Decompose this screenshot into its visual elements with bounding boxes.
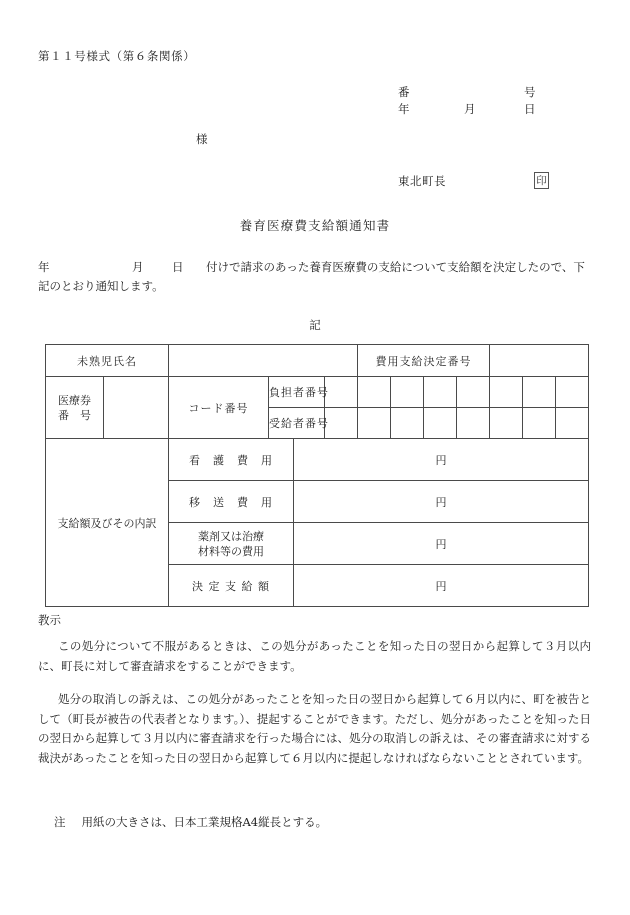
label-payment-decision-number: 費用支給決定番号 — [358, 345, 490, 377]
field-medical-ticket-number[interactable] — [104, 377, 169, 439]
month-label: 月 — [464, 102, 476, 116]
field-premature-infant-name[interactable] — [169, 345, 358, 377]
issuer-name: 東北町長 — [398, 173, 446, 188]
document-number-row — [398, 84, 598, 101]
field-medicine-materials-cost[interactable] — [294, 523, 589, 565]
document-meta-block — [398, 84, 598, 118]
label-medical-ticket-number: 医療券 番 号 — [46, 377, 104, 439]
number-label: 番 — [398, 85, 410, 99]
label-recipient-number: 受給者番号 — [269, 408, 325, 439]
day-label: 日 — [524, 102, 536, 116]
intro-body-text: 付けで請求のあった養育医療費の支給について支給額を決定したので、下記のとおり通知します。 — [38, 260, 585, 293]
seal-stamp-icon: 印 — [534, 172, 549, 189]
field-payer-digit-7[interactable] — [523, 377, 556, 408]
field-recipient-digit-4[interactable] — [424, 408, 457, 439]
intro-month-label: 月 — [132, 260, 144, 274]
field-payer-digit-2[interactable] — [358, 377, 391, 408]
yen-unit-medicine: 円 — [435, 537, 447, 551]
addressee-honorific: 様 — [196, 132, 208, 146]
document-date-row — [398, 101, 598, 118]
yen-unit-decided: 円 — [435, 579, 447, 593]
field-recipient-digit-7[interactable] — [523, 408, 556, 439]
ki-marker: 記 — [309, 318, 321, 332]
field-recipient-digit-8[interactable] — [556, 408, 589, 439]
label-code-number: コード番号 — [169, 377, 269, 439]
field-payment-decision-number[interactable] — [490, 345, 589, 377]
note-text: 用紙の大きさは、日本工業規格A4縦長とする。 — [81, 815, 328, 829]
field-recipient-digit-2[interactable] — [358, 408, 391, 439]
intro-day-label: 日 — [172, 260, 184, 274]
intro-year-label: 年 — [38, 260, 50, 274]
table-row-payer-number — [46, 377, 589, 408]
field-recipient-digit-5[interactable] — [457, 408, 490, 439]
field-decided-amount[interactable] — [294, 565, 589, 607]
instructions-paragraph-2: 処分の取消しの訴えは、この処分があったことを知った日の翌日から起算して６月以内に、町を被告として（町長が被告の代表者となります。）、提起することができます。ただし、処分があったことを知った日の翌日から起算して３月以内に審査請求を行った場合には、処分の取消しの訴えは、その審査請求に対する裁決があったことを知った日の翌日から起算して６月以内に提起しなければならないこととされています。 — [38, 692, 591, 765]
label-premature-infant-name: 未熟児氏名 — [46, 345, 169, 377]
number-suffix-label: 号 — [524, 85, 536, 99]
note-marker: 注 — [54, 815, 66, 829]
field-nursing-cost[interactable] — [294, 439, 589, 481]
instructions-heading: 教示 — [38, 613, 61, 627]
intro-paragraph — [38, 258, 594, 296]
field-payer-digit-6[interactable] — [490, 377, 523, 408]
issuer-line — [398, 172, 549, 189]
instructions-paragraph-1: この処分について不服があるときは、この処分があったことを知った日の翌日から起算して３月以内に、町長に対して審査請求をすることができます。 — [38, 639, 591, 673]
field-payer-digit-4[interactable] — [424, 377, 457, 408]
yen-unit-nursing: 円 — [435, 453, 447, 467]
form-code-label: 第１１号様式（第６条関係） — [38, 49, 196, 63]
label-nursing-cost: 看 護 費 用 — [169, 439, 294, 481]
label-medicine-materials-cost: 薬剤又は治療 材料等の費用 — [169, 523, 294, 565]
label-transport-cost: 移 送 費 用 — [169, 481, 294, 523]
label-decided-amount: 決 定 支 給 額 — [169, 565, 294, 607]
label-payment-breakdown: 支給額及びその内訳 — [46, 439, 169, 607]
year-label: 年 — [398, 102, 410, 116]
field-recipient-digit-1[interactable] — [325, 408, 358, 439]
label-payer-number: 負担者番号 — [269, 377, 325, 408]
field-recipient-digit-3[interactable] — [391, 408, 424, 439]
instructions-note — [38, 813, 591, 833]
field-transport-cost[interactable] — [294, 481, 589, 523]
yen-unit-transport: 円 — [435, 495, 447, 509]
field-payer-digit-8[interactable] — [556, 377, 589, 408]
table-row-nursing-cost — [46, 439, 589, 481]
field-recipient-digit-6[interactable] — [490, 408, 523, 439]
field-payer-digit-5[interactable] — [457, 377, 490, 408]
field-payer-digit-3[interactable] — [391, 377, 424, 408]
table-row-name — [46, 345, 589, 377]
document-title: 養育医療費支給額通知書 — [239, 218, 391, 233]
field-payer-digit-1[interactable] — [325, 377, 358, 408]
notification-data-table — [45, 344, 589, 607]
